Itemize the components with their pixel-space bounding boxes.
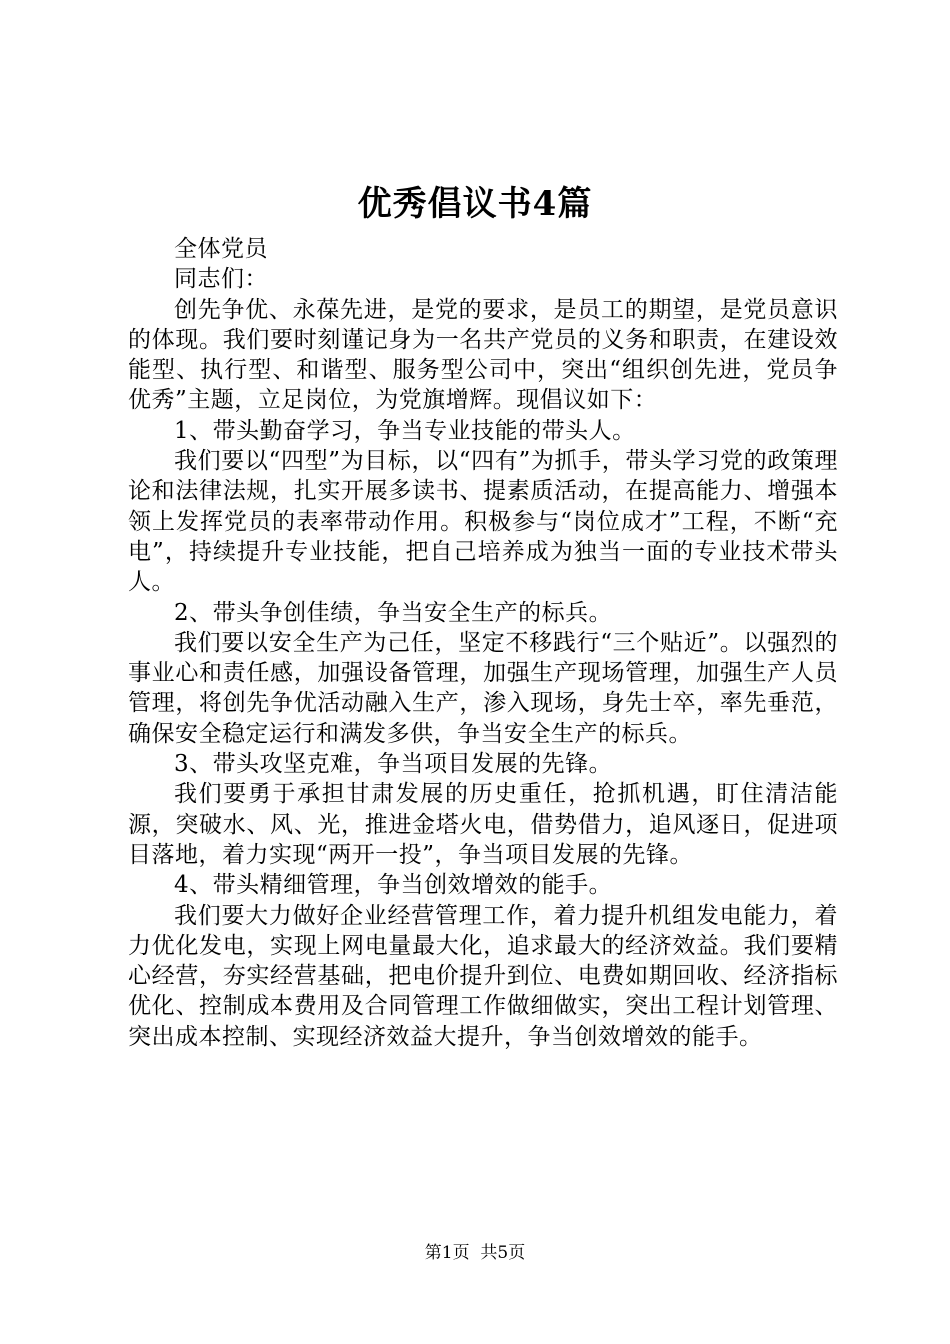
page-number: 第1页 [424, 1243, 470, 1263]
page-footer [0, 1242, 950, 1264]
paragraph-item-1: 我们要以“四型”为目标，以“四有”为抓手，带头学习党的政策理论和法律法规，扎实开展多读书、提素质活动，在提高能力、增强本领上发挥党员的表率带动作用。积极参与“岗位成才”工程，不断“充电”，持续提升专业技能，把自己培养成为独当一面的专业技术带头人。 [128, 448, 838, 596]
document-title: 优秀倡议书4篇 [357, 184, 593, 224]
paragraph-item-2: 我们要以安全生产为己任，坚定不移践行“三个贴近”。以强烈的事业心和责任感，加强设备管理，加强生产现场管理，加强生产人员管理，将创先争优活动融入生产，渗入现场，身先士卒，率先垂范，确保安全稳定运行和满发多供，争当安全生产的标兵。 [128, 629, 838, 747]
paragraph-item-4: 我们要大力做好企业经营管理工作，着力提升机组发电能力，着力优化发电，实现上网电量最大化，追求最大的经济效益。我们要精心经营，夯实经营基础，把电价提升到位、电费如期回收、经济指标优化、控制成本费用及合同管理工作做细做实，突出工程计划管理、突出成本控制、实现经济效益大提升，争当创效增效的能手。 [128, 902, 838, 1050]
page-total: 共5页 [480, 1243, 526, 1263]
salutation-greeting: 同志们： [174, 266, 268, 293]
heading-item-4: 4、带头精细管理，争当创效增效的能手。 [174, 872, 613, 899]
paragraph-intro: 创先争优、永葆先进，是党的要求，是员工的期望，是党员意识的体现。我们要时刻谨记身为一名共产党员的义务和职责，在建设效能型、执行型、和谐型、服务型公司中，突出“组织创先进，党员争优秀”主题，立足岗位，为党旗增辉。现倡议如下： [128, 296, 838, 414]
heading-item-1: 1、带头勤奋学习，争当专业技能的带头人。 [174, 417, 636, 444]
document-body [128, 234, 838, 1052]
heading-item-2: 2、带头争创佳绩，争当安全生产的标兵。 [174, 599, 613, 626]
heading-item-3: 3、带头攻坚克难，争当项目发展的先锋。 [174, 751, 613, 778]
salutation-recipient: 全体党员 [174, 236, 268, 262]
paragraph-item-3: 我们要勇于承担甘肃发展的历史重任，抢抓机遇，盯住清洁能源，突破水、风、光，推进金塔火电，借势借力，追风逐日，促进项目落地，着力实现“两开一投”，争当项目发展的先锋。 [128, 781, 838, 868]
